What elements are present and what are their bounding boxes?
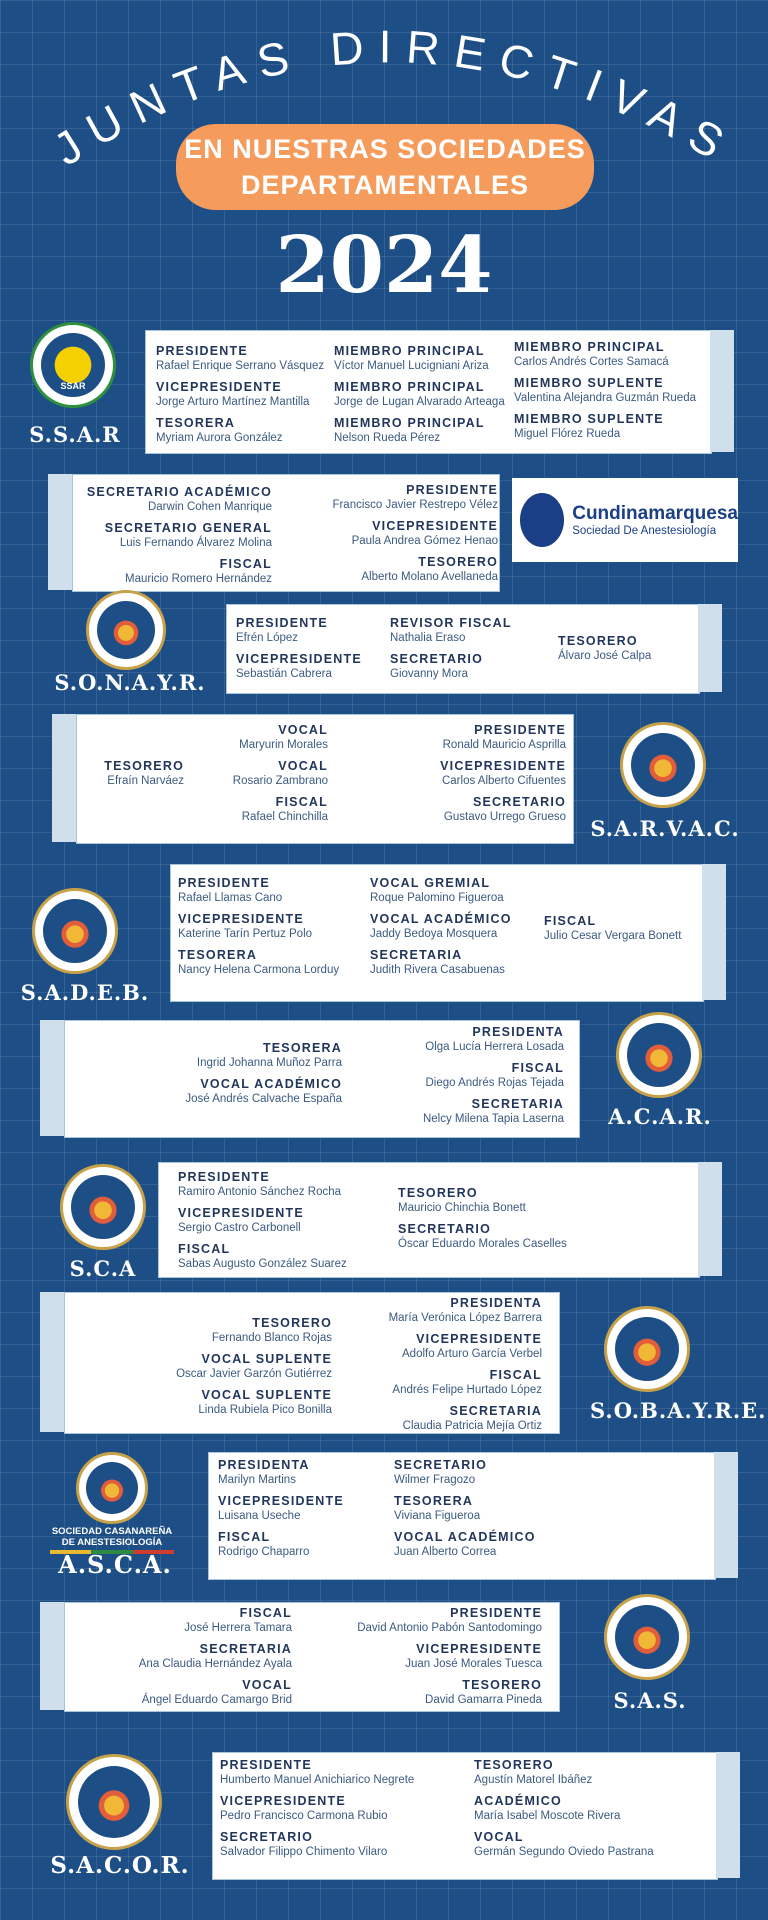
member-name: Nelson Rueda Pérez	[334, 432, 441, 444]
member-name: Adolfo Arturo García Verbel	[402, 1348, 542, 1360]
member-name: Andrés Felipe Hurtado López	[392, 1384, 542, 1396]
sas-acronym: S.A.S.	[613, 1688, 687, 1713]
sarvac-col3	[328, 723, 566, 831]
member-name: Efrén López	[236, 632, 299, 644]
cundi-logo	[512, 478, 738, 562]
member-role: FISCAL	[489, 1368, 542, 1382]
subtitle-pill	[176, 124, 594, 210]
member-name: María Isabel Moscote Rivera	[474, 1810, 621, 1822]
member-role: TESORERA	[394, 1494, 474, 1508]
acar-col1	[86, 1041, 342, 1133]
member-role: TESORERO	[474, 1758, 554, 1772]
member-role: VICEPRESIDENTE	[372, 519, 498, 533]
member-name: Linda Rubiela Pico Bonilla	[198, 1404, 332, 1416]
member-name: Efraín Narváez	[107, 775, 184, 787]
sacor-logo	[66, 1754, 162, 1850]
member-role: VICEPRESIDENTE	[218, 1494, 344, 1508]
sacor-col2	[474, 1758, 684, 1866]
member-role: SECRETARIO	[472, 795, 566, 809]
member-name: Katerine Tarín Pertuz Polo	[178, 928, 313, 940]
sacor-members	[220, 1758, 684, 1866]
sarvac-col1	[86, 759, 184, 831]
sca-logo	[60, 1164, 146, 1250]
member-role: VICEPRESIDENTE	[220, 1794, 346, 1808]
member-role: PRESIDENTE	[474, 723, 566, 737]
member-name: Giovanny Mora	[390, 668, 468, 680]
sarvac-card-accent	[52, 714, 76, 842]
member-role: VICEPRESIDENTE	[236, 652, 362, 666]
sca-col2	[398, 1186, 618, 1278]
sonayr-members	[236, 616, 688, 688]
member-name: Gustavo Urrego Grueso	[443, 811, 566, 823]
member-role: VICEPRESIDENTE	[156, 380, 282, 394]
member-name: Rodrigo Chaparro	[218, 1546, 310, 1558]
member-name: Oscar Javier Garzón Gutiérrez	[176, 1368, 332, 1380]
member-name: Judith Rivera Casabuenas	[370, 964, 505, 976]
sas-logo	[604, 1594, 690, 1680]
member-role: SECRETARIO	[398, 1222, 492, 1236]
member-name: Paula Andrea Gómez Henao	[351, 535, 498, 547]
asca-members	[218, 1458, 594, 1566]
member-name: Mauricio Romero Hernández	[124, 573, 272, 585]
member-name: Óscar Eduardo Morales Caselles	[398, 1238, 567, 1250]
member-role: PRESIDENTE	[220, 1758, 312, 1772]
sobayre-col1	[86, 1316, 332, 1440]
member-role: MIEMBRO PRINCIPAL	[334, 416, 485, 430]
member-role: FISCAL	[218, 1530, 271, 1544]
member-role: PRESIDENTE	[178, 1170, 270, 1184]
member-name: Viviana Figueroa	[394, 1510, 481, 1522]
member-name: Ingrid Johanna Muñoz Parra	[196, 1057, 342, 1069]
member-name: Valentina Alejandra Guzmán Rueda	[514, 392, 696, 404]
member-name: Jorge Arturo Martínez Mantilla	[156, 396, 310, 408]
member-name: Jaddy Bedoya Mosquera	[370, 928, 498, 940]
member-role: TESORERO	[104, 759, 184, 773]
member-role: PRESIDENTE	[236, 616, 328, 630]
member-name: Álvaro José Calpa	[558, 650, 652, 662]
member-name: Wilmer Fragozo	[394, 1474, 476, 1486]
member-name: Olga Lucía Herrera Losada	[425, 1041, 564, 1053]
member-role: PRESIDENTE	[406, 483, 498, 497]
member-name: Darwin Cohen Manrique	[147, 501, 272, 513]
member-role: VICEPRESIDENTE	[416, 1642, 542, 1656]
member-name: Carlos Andrés Cortes Samacá	[514, 356, 669, 368]
member-name: Rafael Enrique Serrano Vásquez	[156, 360, 325, 372]
asca-acronym: A.S.C.A.	[58, 1550, 172, 1579]
sarvac-col2	[184, 723, 328, 831]
sadeb-col1	[178, 876, 370, 984]
member-role: TESORERA	[262, 1041, 342, 1055]
sas-col2	[292, 1606, 542, 1714]
member-name: Juan José Morales Tuesca	[405, 1658, 542, 1670]
asca-col1	[218, 1458, 394, 1566]
member-role: PRESIDENTE	[178, 876, 270, 890]
subtitle-line2: DEPARTAMENTALES	[241, 170, 529, 200]
member-name: Claudia Patricia Mejía Ortiz	[402, 1420, 542, 1432]
member-role: MIEMBRO PRINCIPAL	[514, 340, 665, 354]
sadeb-col3	[544, 914, 708, 984]
member-role: VOCAL	[474, 1830, 524, 1844]
sas-col1	[86, 1606, 292, 1714]
sonayr-col1	[236, 616, 390, 688]
member-role: FISCAL	[544, 914, 597, 928]
sadeb-logo	[32, 888, 118, 974]
asca-col2	[394, 1458, 594, 1566]
member-role: PRESIDENTE	[156, 344, 248, 358]
sobayre-logo	[604, 1306, 690, 1392]
member-role: VOCAL ACADÉMICO	[200, 1077, 342, 1091]
member-name: Rosario Zambrano	[232, 775, 328, 787]
member-name: Nancy Helena Carmona Lorduy	[178, 964, 340, 976]
member-role: VICEPRESIDENTE	[440, 759, 566, 773]
member-role: MIEMBRO SUPLENTE	[514, 376, 664, 390]
member-name: Luis Fernando Álvarez Molina	[119, 537, 272, 549]
member-name: Sergio Castro Carbonell	[178, 1222, 301, 1234]
member-name: María Verónica López Barrera	[388, 1312, 542, 1324]
member-role: PRESIDENTA	[450, 1296, 542, 1310]
ssar-col3	[514, 340, 714, 452]
member-name: Rafael Chinchilla	[241, 811, 328, 823]
member-name: Mauricio Chinchia Bonett	[398, 1202, 526, 1214]
sca-card-accent	[698, 1162, 722, 1276]
member-role: PRESIDENTA	[472, 1025, 564, 1039]
member-name: Luisana Useche	[218, 1510, 301, 1522]
member-role: VICEPRESIDENTE	[416, 1332, 542, 1346]
member-name: Germán Segundo Oviedo Pastrana	[474, 1846, 654, 1858]
member-role: VOCAL SUPLENTE	[201, 1388, 332, 1402]
acar-col2	[342, 1025, 564, 1133]
member-role: VOCAL SUPLENTE	[201, 1352, 332, 1366]
member-role: FISCAL	[275, 795, 328, 809]
member-name: José Andrés Calvache España	[185, 1093, 342, 1105]
member-role: SECRETARIO	[220, 1830, 314, 1844]
member-role: TESORERO	[462, 1678, 542, 1692]
member-name: Miguel Flórez Rueda	[514, 428, 621, 440]
member-role: VOCAL ACADÉMICO	[370, 912, 512, 926]
member-role: REVISOR FISCAL	[390, 616, 512, 630]
sca-acronym: S.C.A	[69, 1256, 137, 1281]
cundi-logo-mark	[520, 493, 564, 547]
ssar-col2	[334, 344, 514, 452]
member-role: TESORERO	[398, 1186, 478, 1200]
sarvac-members	[86, 723, 566, 831]
member-name: Humberto Manuel Anichiarico Negrete	[220, 1774, 415, 1786]
subtitle-line1: EN NUESTRAS SOCIEDADES	[184, 134, 586, 164]
member-role: TESORERA	[178, 948, 258, 962]
cundi-members	[86, 485, 498, 593]
member-role: SECRETARIA	[449, 1404, 542, 1418]
acar-logo	[616, 1012, 702, 1098]
asca-card-accent	[714, 1452, 738, 1578]
sobayre-members	[86, 1296, 542, 1440]
sca-col1	[178, 1170, 398, 1278]
member-role: SECRETARIA	[199, 1642, 292, 1656]
member-role: FISCAL	[219, 557, 272, 571]
member-name: Pedro Francisco Carmona Rubio	[220, 1810, 388, 1822]
member-role: FISCAL	[239, 1606, 292, 1620]
member-role: MIEMBRO PRINCIPAL	[334, 380, 485, 394]
member-name: Rafael Llamas Cano	[178, 892, 283, 904]
member-role: VOCAL	[278, 723, 328, 737]
sas-members	[86, 1606, 542, 1714]
member-role: VOCAL	[278, 759, 328, 773]
member-role: ACADÉMICO	[474, 1794, 562, 1808]
member-role: MIEMBRO PRINCIPAL	[334, 344, 485, 358]
member-name: Francisco Javier Restrepo Vélez	[332, 499, 498, 511]
member-role: FISCAL	[511, 1061, 564, 1075]
sarvac-logo	[620, 722, 706, 808]
member-name: Ana Claudia Hernández Ayala	[138, 1658, 292, 1670]
sonayr-acronym: S.O.N.A.Y.R.	[54, 670, 206, 695]
asca-logo-text: SOCIEDAD CASANAREÑA DE ANESTESIOLOGÍA	[50, 1526, 174, 1554]
member-name: Jorge de Lugan Alvarado Arteaga	[334, 396, 505, 408]
header-title: JUNTAS DIRECTIVAS	[44, 20, 745, 176]
member-role: VICEPRESIDENTE	[178, 912, 304, 926]
sadeb-members	[178, 876, 708, 984]
member-name: Sabas Augusto González Suarez	[178, 1258, 347, 1270]
member-role: VOCAL	[242, 1678, 292, 1692]
member-name: Maryurin Morales	[239, 739, 328, 751]
member-name: Fernando Blanco Rojas	[211, 1332, 332, 1344]
member-name: Roque Palomino Figueroa	[370, 892, 504, 904]
ssar-logo	[30, 322, 116, 408]
member-role: FISCAL	[178, 1242, 231, 1256]
member-name: Nathalia Eraso	[390, 632, 466, 644]
member-role: VOCAL ACADÉMICO	[394, 1530, 536, 1544]
member-name: Ramiro Antonio Sánchez Rocha	[178, 1186, 342, 1198]
member-name: Marilyn Martins	[218, 1474, 296, 1486]
ssar-acronym: S.S.A.R	[29, 422, 121, 447]
member-role: PRESIDENTA	[218, 1458, 310, 1472]
member-role: SECRETARIO ACADÉMICO	[86, 485, 272, 499]
sacor-card-accent	[716, 1752, 740, 1878]
sonayr-card-accent	[698, 604, 722, 692]
member-role: TESORERA	[156, 416, 236, 430]
member-name: José Herrera Tamara	[184, 1622, 292, 1634]
ssar-col1	[156, 344, 334, 452]
cundi-card-accent	[48, 474, 72, 590]
sacor-col1	[220, 1758, 474, 1866]
member-name: Ronald Mauricio Asprilla	[442, 739, 566, 751]
member-name: Myriam Aurora González	[156, 432, 283, 444]
member-role: VICEPRESIDENTE	[178, 1206, 304, 1220]
member-name: Carlos Alberto Cifuentes	[441, 775, 566, 787]
member-role: TESORERO	[558, 634, 638, 648]
member-role: SECRETARIA	[370, 948, 463, 962]
asca-logo	[76, 1452, 148, 1524]
member-name: David Antonio Pabón Santodomingo	[357, 1622, 542, 1634]
acar-card-accent	[40, 1020, 64, 1136]
sobayre-col2	[332, 1296, 542, 1440]
sonayr-col2	[390, 616, 558, 688]
sca-members	[178, 1170, 618, 1278]
member-role: SECRETARIO	[390, 652, 484, 666]
sas-card-accent	[40, 1602, 64, 1710]
acar-members	[86, 1025, 564, 1133]
cundi-col1	[86, 485, 272, 593]
ssar-logo-text: SSAR	[60, 381, 86, 391]
member-role: SECRETARIO GENERAL	[104, 521, 272, 535]
sacor-acronym: S.A.C.O.R.	[50, 1852, 190, 1879]
member-name: Sebastián Cabrera	[236, 668, 332, 680]
sadeb-acronym: S.A.D.E.B.	[20, 980, 150, 1005]
member-name: Agustín Matorel Ibáñez	[474, 1774, 593, 1786]
sarvac-acronym: S.A.R.V.A.C.	[590, 816, 740, 841]
sonayr-col3	[558, 634, 688, 688]
sonayr-logo	[86, 590, 166, 670]
member-role: TESORERO	[252, 1316, 332, 1330]
member-role: SECRETARIA	[471, 1097, 564, 1111]
member-name: Julio Cesar Vergara Bonett	[544, 930, 682, 942]
member-name: Diego Andrés Rojas Tejada	[425, 1077, 564, 1089]
member-role: SECRETARIO	[394, 1458, 488, 1472]
year: 2024	[275, 220, 493, 311]
sobayre-acronym: S.O.B.A.Y.R.E.	[590, 1398, 767, 1423]
member-name: Ángel Eduardo Camargo Brid	[141, 1694, 292, 1706]
member-name: Nelcy Milena Tapia Laserna	[422, 1113, 564, 1125]
member-role: PRESIDENTE	[450, 1606, 542, 1620]
ssar-members	[156, 340, 714, 452]
member-role: MIEMBRO SUPLENTE	[514, 412, 664, 426]
cundi-logo-subtitle: Sociedad De Anestesiología	[572, 525, 717, 537]
member-name: Alberto Molano Avellaneda	[361, 571, 498, 583]
sobayre-card-accent	[40, 1292, 64, 1432]
cundi-logo-title: Cundinamarquesa	[572, 503, 738, 524]
sadeb-col2	[370, 876, 544, 984]
acar-acronym: A.C.A.R.	[608, 1104, 712, 1129]
member-name: Salvador Filippo Chimento Vilaro	[220, 1846, 388, 1858]
member-role: VOCAL GREMIAL	[370, 876, 491, 890]
member-name: Juan Alberto Correa	[394, 1546, 497, 1558]
member-name: Víctor Manuel Lucigniani Ariza	[334, 360, 489, 372]
member-name: David Gamarra Pineda	[425, 1694, 542, 1706]
cundi-col2	[284, 483, 498, 593]
member-role: TESORERO	[418, 555, 498, 569]
